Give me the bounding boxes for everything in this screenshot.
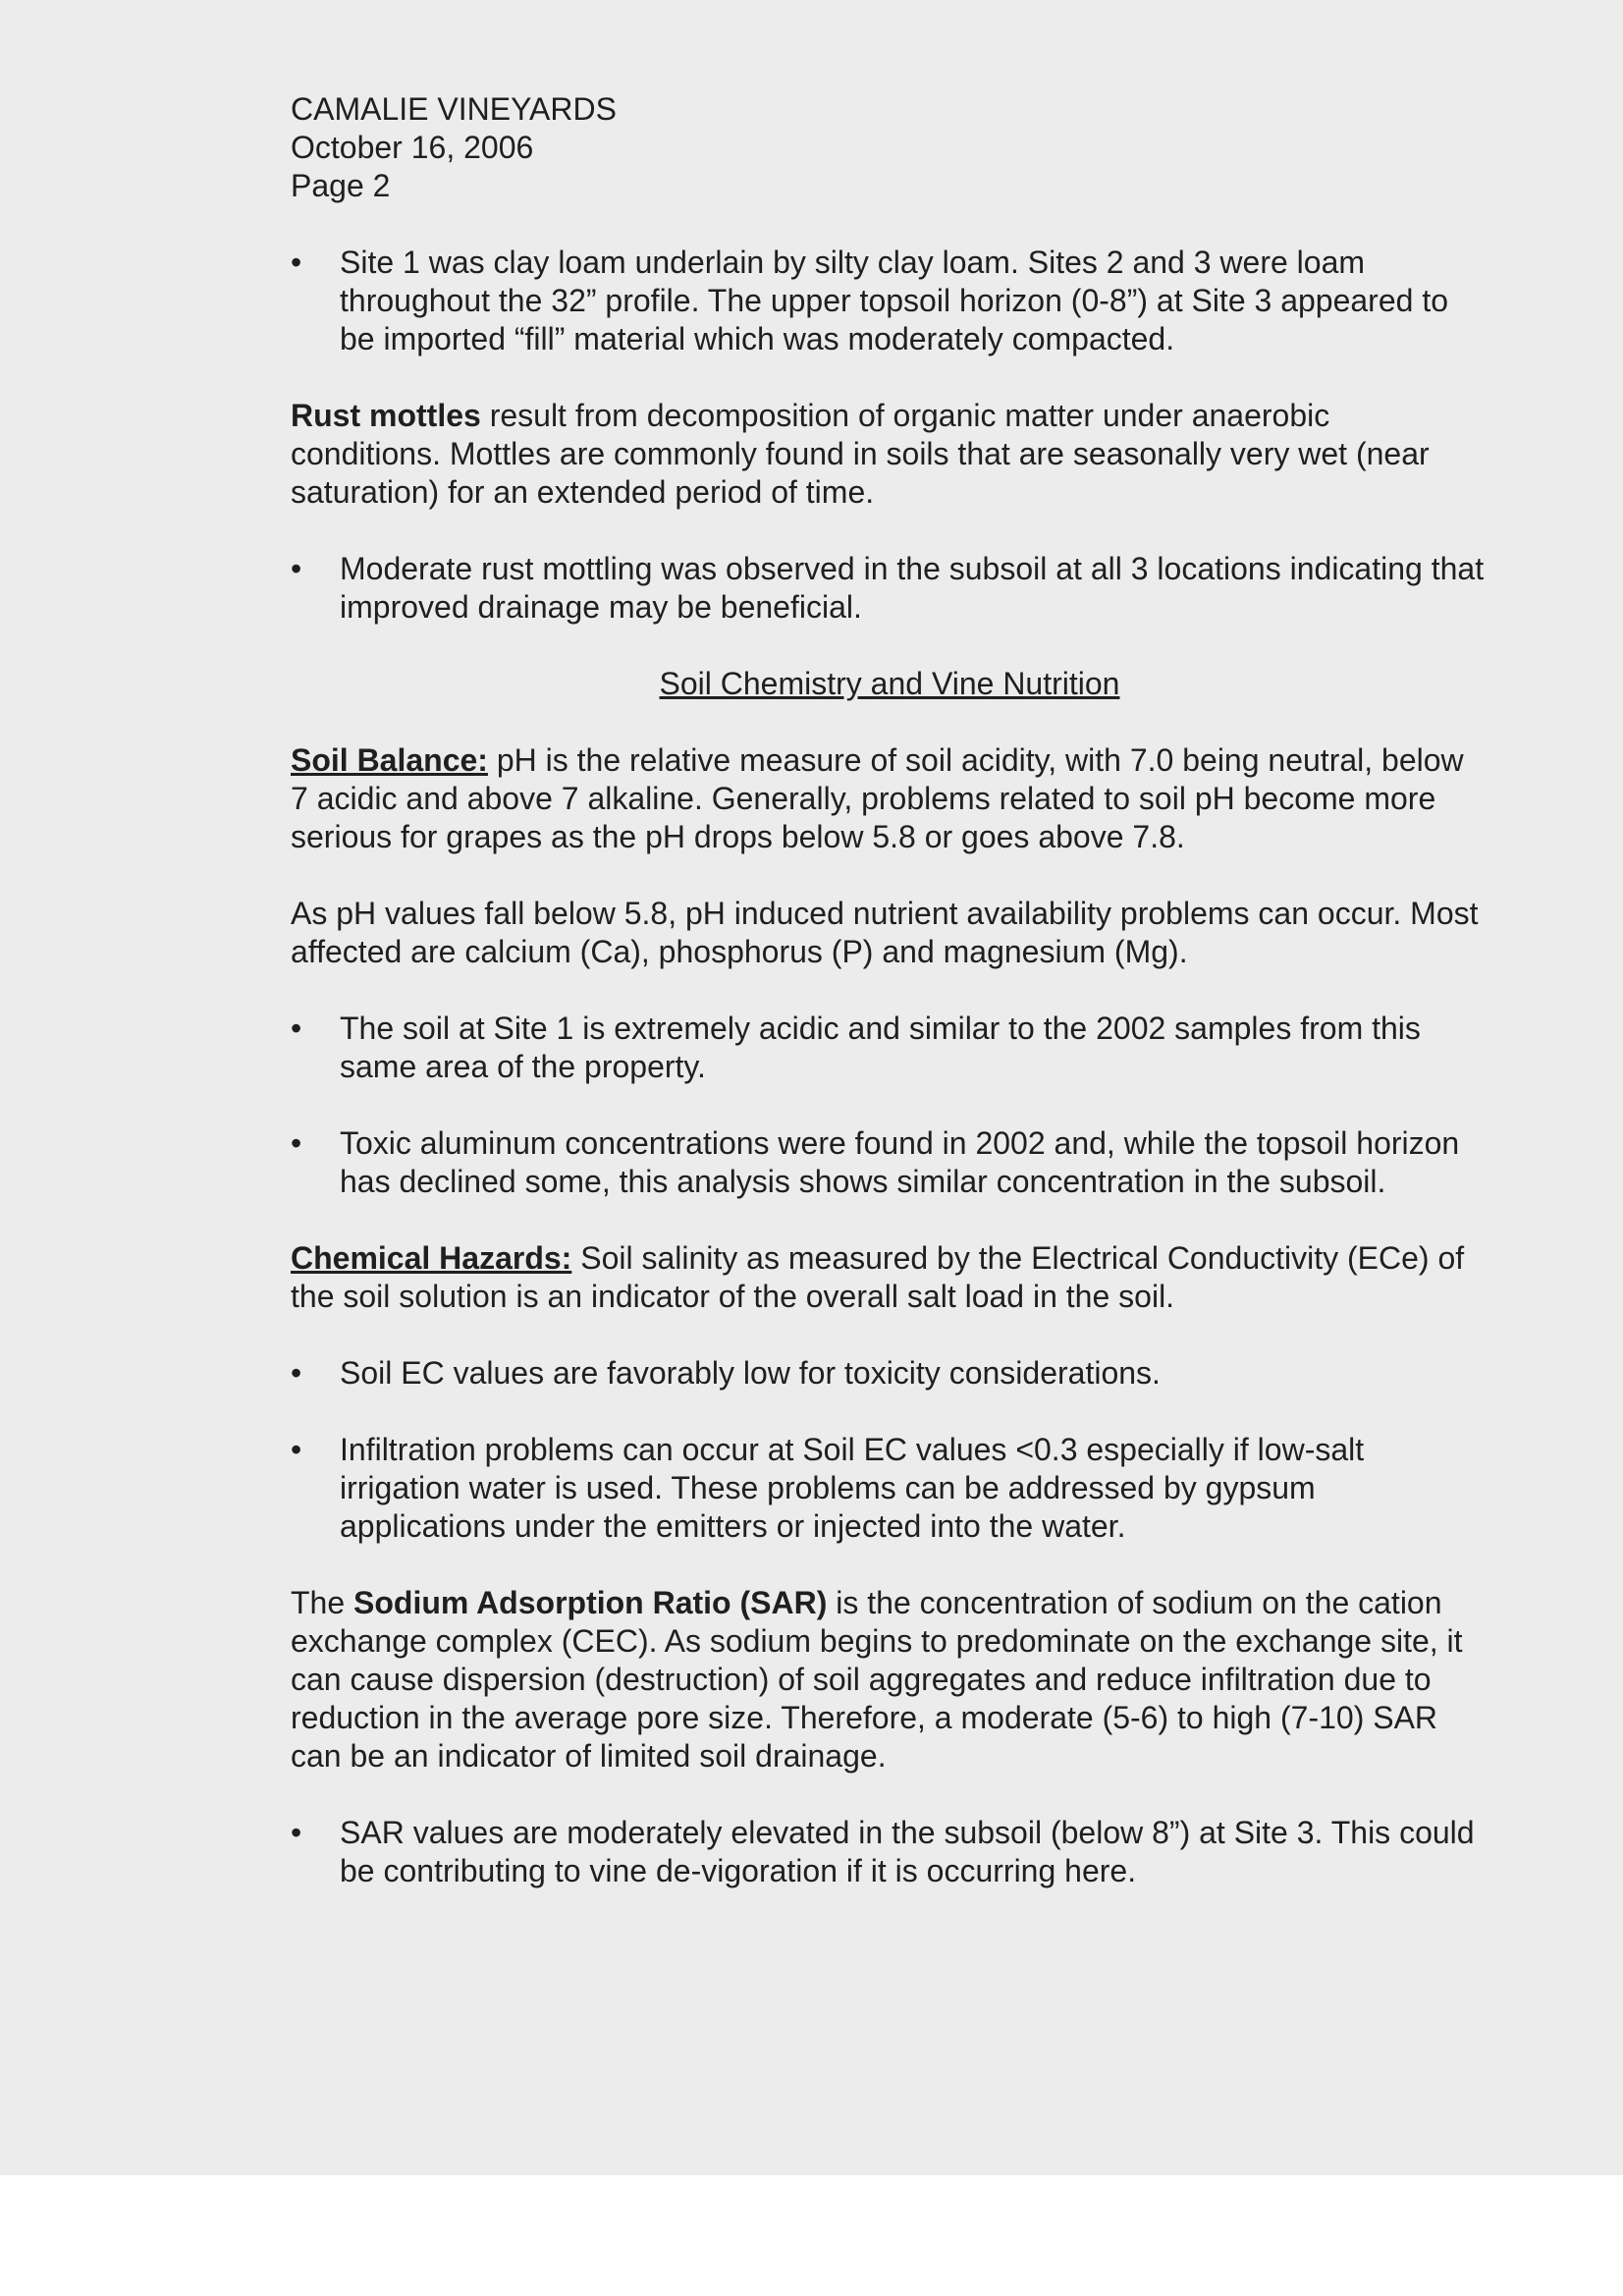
document-body xyxy=(291,90,1488,1929)
bullet-text: Infiltration problems can occur at Soil EC values <0.3 especially if low-salt irrigation water is used. These problems can be addressed by gypsum applications under the emitters or injected into the water. xyxy=(340,1432,1365,1544)
bullet-dot: • xyxy=(291,1432,302,1467)
sar-text: is the concentration of sodium on the cation exchange complex (CEC). As sodium begins to predominate on the exchange site, it can cause dispersion (destruction) of soil aggregates and reduce infiltration due to reduction in the average pore size. Therefore, a moderate (5-6) to high (7-10) SAR can be an indicator of limited soil drainage. xyxy=(291,1585,1463,1774)
bullet-dot: • xyxy=(291,1125,302,1161)
rust-mottles-term: Rust mottles xyxy=(291,398,481,433)
bullet-text: Moderate rust mottling was observed in the subsoil at all 3 locations indicating that improved drainage may be beneficial. xyxy=(340,551,1485,625)
sar-term: Sodium Adsorption Ratio (SAR) xyxy=(353,1585,828,1620)
bullet-dot: • xyxy=(291,1011,302,1046)
bullet-text: Soil EC values are favorably low for toxicity considerations. xyxy=(340,1355,1161,1391)
bullet-text: Site 1 was clay loam underlain by silty clay loam. Sites 2 and 3 were loam throughout the 32” profile. The upper topsoil horizon (0-8”) at Site 3 appeared to be imported “fill” material which was moderately compacted. xyxy=(340,245,1448,356)
bullet-soil-texture xyxy=(291,244,1488,358)
section-heading: Soil Chemistry and Vine Nutrition xyxy=(659,666,1120,701)
bullet-dot: • xyxy=(291,551,302,586)
bullet-rust-mottling xyxy=(291,550,1488,627)
ph-paragraph: As pH values fall below 5.8, pH induced nutrient availability problems can occur. Most affected are calcium (Ca), phosphorus (P) and magnesium (Mg). xyxy=(291,896,1479,969)
bullet-text: SAR values are moderately elevated in the subsoil (below 8”) at Site 3. This could be contributing to vine de-vigoration if it is occurring here. xyxy=(340,1815,1475,1888)
chemical-hazards-term: Chemical Hazards: xyxy=(291,1240,572,1276)
page-number: Page 2 xyxy=(291,168,391,203)
soil-balance-paragraph xyxy=(291,741,1488,856)
bullet-sar-elevated xyxy=(291,1814,1488,1890)
soil-balance-term: Soil Balance: xyxy=(291,742,488,778)
sar-prefix: The xyxy=(291,1585,354,1620)
bullet-dot: • xyxy=(291,245,302,280)
rust-mottles-paragraph xyxy=(291,397,1488,512)
sar-paragraph xyxy=(291,1584,1488,1776)
bullet-site1-acidic xyxy=(291,1010,1488,1086)
chemical-hazards-paragraph xyxy=(291,1239,1488,1316)
company-name: CAMALIE VINEYARDS xyxy=(291,91,617,127)
letter-date: October 16, 2006 xyxy=(291,130,534,165)
bullet-text: Toxic aluminum concentrations were found in 2002 and, while the topsoil horizon has declined some, this analysis shows similar concentration in the subsoil. xyxy=(340,1125,1460,1199)
bullet-dot: • xyxy=(291,1355,302,1391)
letter-header xyxy=(291,90,1488,205)
bullet-ec-low xyxy=(291,1354,1488,1393)
bullet-toxic-aluminum xyxy=(291,1124,1488,1201)
soil-balance-text: pH is the relative measure of soil acidity, with 7.0 being neutral, below 7 acidic and above 7 alkaline. Generally, problems related to soil pH become more serious for grapes as the pH drops below 5.8 or goes above 7.8. xyxy=(291,742,1464,854)
bullet-infiltration xyxy=(291,1431,1488,1546)
bullet-dot: • xyxy=(291,1815,302,1850)
chemical-hazards-text: Soil salinity as measured by the Electrical Conductivity (ECe) of the soil solution is an indicator of the overall salt load in the soil. xyxy=(291,1240,1465,1314)
bullet-text: The soil at Site 1 is extremely acidic and similar to the 2002 samples from this same area of the property. xyxy=(340,1011,1421,1084)
rust-mottles-text: result from decomposition of organic matter under anaerobic conditions. Mottles are commonly found in soils that are seasonally very wet (near saturation) for an extended period of time. xyxy=(291,398,1430,510)
